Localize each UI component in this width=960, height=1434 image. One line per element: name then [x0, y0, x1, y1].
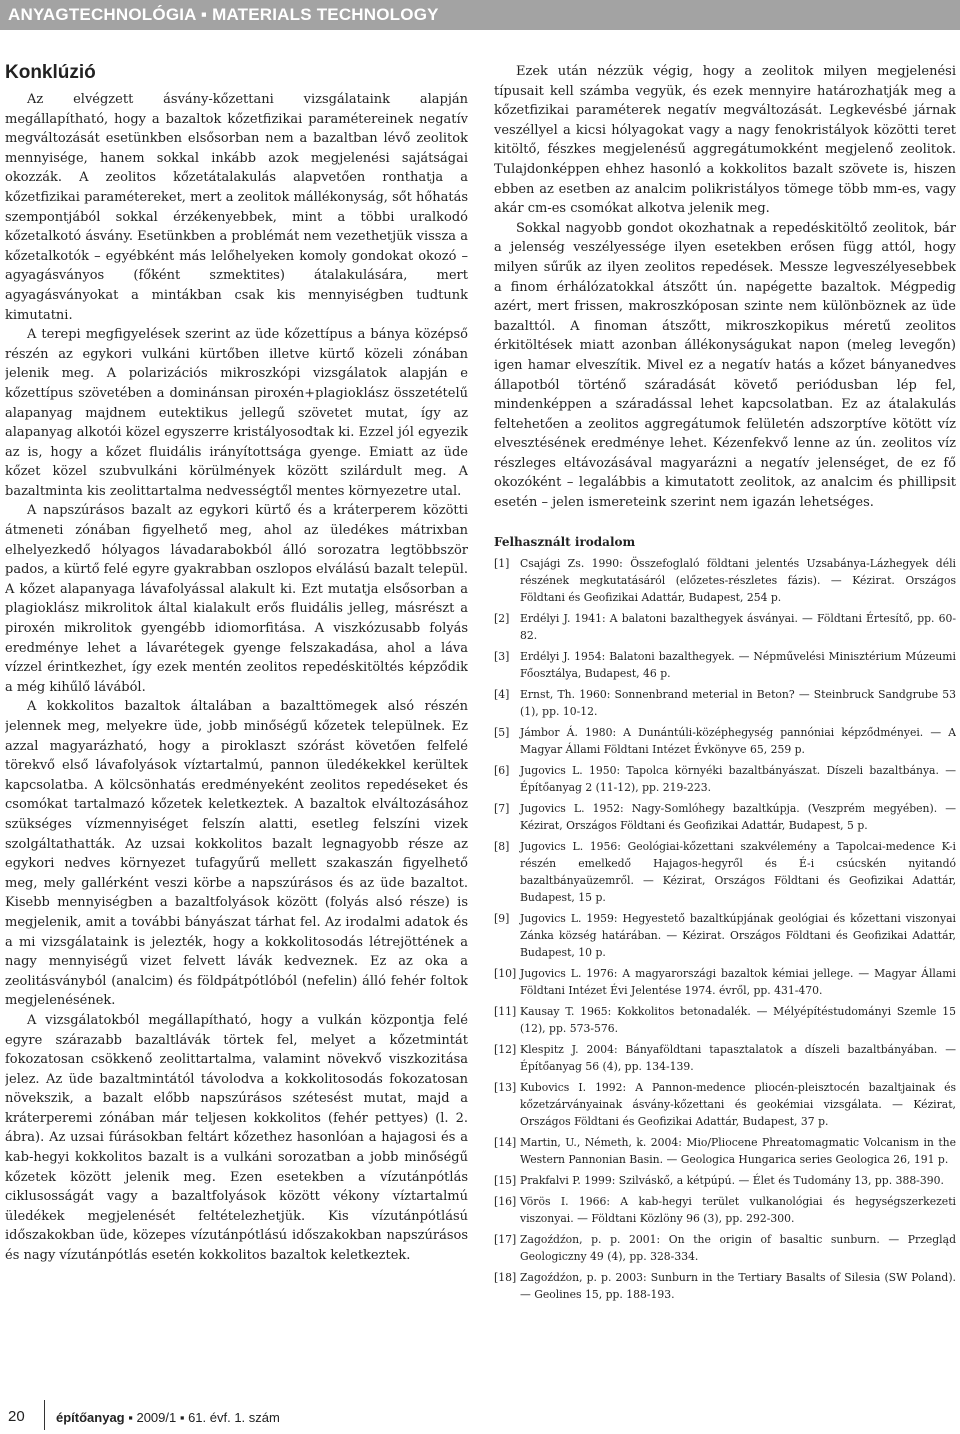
reference-item — [494, 762, 956, 796]
reference-text: Prakfalvi P. 1999: Szilváskő, a kétpúpú. — Élet és Tudomány 13, pp. 388-390. — [520, 1173, 944, 1187]
reference-number: [15] — [494, 1173, 517, 1187]
reference-number: [11] — [494, 1004, 517, 1018]
reference-number: [1] — [494, 556, 510, 570]
reference-number: [12] — [494, 1042, 517, 1056]
reference-text: Jugovics L. 1950: Tapolca környéki bazaltbányászat. Díszeli bazaltbánya. — Építőanyag 2 (11-12), pp. 219-223. — [520, 763, 956, 794]
reference-number: [9] — [494, 911, 510, 925]
reference-text: Zagoźdźon, p. p. 2003: Sunburn in the Tertiary Basalts of Silesia (SW Poland). — Geolines 15, pp. 188-193. — [520, 1270, 956, 1301]
reference-item — [494, 610, 956, 644]
paragraph: Az elvégzett ásvány-kőzettani vizsgálataink alapján megállapítható, hogy a bazaltok kőzetfizikai paramétereinek negatív megváltozását esetünkben elsősorban nem a bazaltban lévő zeolitok mennyisége, hanem sokkal inkább azok megjelenési sajátságai okozzák. A zeolitos kőzetátalakulás alapvetően ronthatja a kőzetfizikai paramétereket, mert a zeolitok mállékonyság, sőt hőhatás szempontjából sokkal érzékenyebbek, mint a többi uralkodó kőzetalkotó ásvány. Esetünkben a problémát nem vezethetjük vissza a kőzetalkotók – egyébként más lelőhelyeken komoly gondokat okozó – agyagásványos (főként szmektites) átalakulására, mert agyagásványokat a mintákban csak kis mennyiségben tudtunk kimutatni. — [5, 92, 468, 323]
header-bar — [0, 0, 960, 30]
paragraph: A vizsgálatokból megállapítható, hogy a vulkán központja felé egyre szárazabb bazaltlávák törtek fel, melyet a kőzetmintát fokozatosan csökkenő zeolittartalma, valamint növekvő viszkozitása jelez. Az üde bazaltmintától távolodva a kokkolitosodás fokozatosan növekszik, a bazalt előbb napszúrásos szétesést mutat, majd a kráterperemi zónában már teljesen kokkolitos (fehér pettyes) (l. 2. ábra). Az uzsai fúrásokban feltárt kőzethez hasonlóan a hajagosi és a kab-hegyi kokkolitos bazalt is a vulkáni sorozatban a jobb minőségű kőzetek között jelenik meg. Ezen esetekben a vízutánpótlás ciklusosságát vagy a bazaltfolyások között vékony víztartalmú üledékek megjelenését feltételezhetjük. Kis vízutánpótlású időszakokban üde, közepes vízutánpótlású időszakokban napszúrásos és nagy vízutánpótlás esetén kokkolitos bazaltok keletkeztek. — [5, 1012, 468, 1264]
reference-item — [494, 1231, 956, 1265]
paragraph: A napszúrásos bazalt az egykori kürtő és a kráterperem közötti átmeneti zónában figyelhető meg, ahol az üledékes mátrixban elhelyezkedő hólyagos lávadarabokból álló sorozatra legtöbbször pados, a kürtő felé egyre gyakrabban oszlopos elválású bazalt települ. A kőzet alapanyaga lávafolyással alakult ki. Ezt mutatja elsősorban a plagioklász mikrolitok által kialakult erős fluidális jelleg, másrészt a piroxén mikrolitok gyengébb idiomorfitása. A viszkózusabb folyás eredménye lehet a lávarétegek gyenge felszakadása, ahol a láva vízzel érintkezhet, így ezek mentén zeolitos repedéskitöltés képződik a még kihűlő lávából. — [5, 503, 468, 695]
reference-item — [494, 1003, 956, 1037]
reference-number: [2] — [494, 611, 510, 625]
reference-text: Jámbor Á. 1980: A Dunántúli-középhegység pannóniai képződményei. — A Magyar Állami Földtani Intézet Évkönyve 65, 259 p. — [520, 725, 956, 756]
reference-text: Martin, U., Németh, k. 2004: Mio/Pliocene Phreatomagmatic Volcanism in the Western Pannonian Basin. — Geologica Hungarica series Geologica 26, 191 p. — [520, 1135, 956, 1166]
reference-item — [494, 1269, 956, 1303]
reference-text: Jugovics L. 1956: Geológiai-kőzettani szakvélemény a Tapolcai-medence K-i részén emelkedő Hajagos-hegyről és É-i csúcskén nyitandó bazaltbányaüzemről. — Kézirat, Országos Földtani és Geofizikai Adattár, Budapest, 15 p. — [520, 839, 956, 904]
reference-list — [494, 555, 956, 1303]
reference-text: Jugovics L. 1952: Nagy-Somlóhegy bazaltkúpja. (Veszprém megyében). — Kézirat, Országos Földtani és Geofizikai Adattár, Budapest, 5 p. — [520, 801, 956, 832]
reference-number: [18] — [494, 1270, 517, 1284]
reference-text: Jugovics L. 1959: Hegyestető bazaltkúpjának geológiai és kőzettani viszonyai Zánka község határában. — Kézirat. Országos Földtani és Geofizikai Adattár, Budapest, 10 p. — [520, 911, 956, 959]
page-number: 20 — [8, 1408, 25, 1425]
reference-item — [494, 965, 956, 999]
reference-text: Zagoźdźon, p. p. 2001: On the origin of basaltic sunburn. — Przegląd Geologiczny 49 (4), pp. 328-334. — [520, 1232, 956, 1263]
reference-text: Ernst, Th. 1960: Sonnenbrand meterial in Beton? — Steinbruck Sandgrube 53 (1), pp. 10-12. — [520, 687, 956, 718]
reference-number: [10] — [494, 966, 517, 980]
reference-item — [494, 838, 956, 906]
reference-number: [6] — [494, 763, 510, 777]
reference-item — [494, 910, 956, 961]
reference-item — [494, 686, 956, 720]
reference-text: Kausay T. 1965: Kokkolitos betonadalék. — Mélyépítéstudományi Szemle 15 (12), pp. 573-576. — [520, 1004, 956, 1035]
reference-item — [494, 1172, 956, 1189]
journal-name: építőanyag — [56, 1410, 125, 1425]
reference-number: [17] — [494, 1232, 517, 1246]
reference-item — [494, 648, 956, 682]
reference-item — [494, 724, 956, 758]
paragraph: A terepi megfigyelések szerint az üde kőzettípus a bánya középső részén az egykori vulkáni kürtőben illetve kürtő közeli zónában jelenik meg. A polarizációs mikroszkópi vizsgálatok alapján e kőzettípus szövetében a dominánsan piroxén+plagioklász összetételű alapanyag majdnem eutektikus jellegű szövetet mutat, így az alapanyag alkotói közel egyszerre kristályosodtak ki. Ezzel jól egyezik az is, hogy a kőzet fluidális irányítottsága gyenge. Emiatt az üde kőzet közel szubvulkáni körülmények között szilárdult meg. A bazaltminta kis zeolittartalma nedvességtől mentes környezetre utal. — [5, 327, 468, 499]
reference-item — [494, 1134, 956, 1168]
reference-text: Erdélyi J. 1954: Balatoni bazalthegyek. — Népművelési Minisztérium Múzeumi Főosztálya, Budapest, 46 p. — [520, 649, 956, 680]
reference-text: Klespitz J. 2004: Bányaföldtani tapasztalatok a díszeli bazaltbányában. — Építőanyag 56 (4), pp. 134-139. — [520, 1042, 956, 1073]
reference-text: Vörös I. 1966: A kab-hegyi terület vulkanológiai és hegységszerkezeti viszonyai. — Földtani Közlöny 96 (3), pp. 292-300. — [520, 1194, 956, 1225]
reference-item — [494, 1193, 956, 1227]
paragraph: A kokkolitos bazaltok általában a bazalttömegek alsó részén jelennek meg, melyekre üde, jobb minőségű kőzetek települnek. Ez azzal magyarázható, hogy a piroklaszt szórást követően felfelé törekvő első lávafolyások víztartalmú, pannon üledékekkel kerültek kapcsolatba. A kölcsönhatás eredményeként zeolitos repedéseket és csomókat tartalmazó kőzetek keletkeztek. A bazaltok elváltozásához szükséges vízmennyiséget felszín alatti, esetleg felszíni vizek szolgáltathatták. Az uzsai kokkolitos bazalt legnagyobb része az egykori nedves környezet tufagyűrű mellett szakaszán figyelhető meg, mely gallérként veszi körbe a napszúrásos és az üde bazaltot. Kisebb mennyiségben a bazaltfolyások között (folyás alsó része) is megjelenik, amit a további bányászat tárhat fel. Az irodalmi adatok és a mi vizsgálataink is jelezték, hogy a kokkolitosodás létrejöttének a nagy mennyiségű vizet felvett lávák kedveznek. Ez az oka a zeolitásványból (analcim) és földpátpótlóból (nefelin) álló fehér foltok megjelenésének. — [5, 699, 468, 1009]
reference-text: Csajági Zs. 1990: Összefoglaló földtani jelentés Uzsabánya-Lázhegyek déli részének megkutatásáról (előzetes-részletes fázis). — Kézirat. Országos Földtani és Geofizikai Adattár, Budapest, 254 p. — [520, 556, 956, 604]
reference-number: [5] — [494, 725, 510, 739]
reference-text: Jugovics L. 1976: A magyarországi bazaltok kémiai jellege. — Magyar Állami Földtani Intézet Évi Jelentése 1974. évről, pp. 431-470. — [520, 966, 956, 997]
footer-divider — [44, 1400, 45, 1430]
reference-item — [494, 1079, 956, 1130]
reference-item — [494, 1041, 956, 1075]
reference-item — [494, 800, 956, 834]
left-column — [5, 62, 468, 1362]
journal-issue: ▪ 2009/1 ▪ 61. évf. 1. szám — [128, 1410, 280, 1425]
paragraph: Ezek után nézzük végig, hogy a zeolitok milyen megjelenési típusait kell számba vegyük, és ezek mennyire határozhatják meg a kőzetfizikai paraméterek negatív megváltozását. Legkevésbé járnak veszéllyel a kicsi hólyagokat vagy a nagy fenokristályok közötti teret kitöltő, fészkes megjelenésű aggregátumokként megjelenő zeolitok. Tulajdonképpen ehhez hasonló a kokkolitos bazalt szövete is, hiszen ebben az esetben az analcim polikristályos tömege több mm-es, vagy akár cm-es csomókat alkotva jelenik meg. — [494, 64, 956, 217]
reference-number: [3] — [494, 649, 510, 663]
paragraph: Sokkal nagyobb gondot okozhatnak a repedéskitöltő zeolitok, bár a jelenség veszélyessége ilyen esetekben erősen függ attól, hogy milyen sűrűk az ilyen zeolitos repedések. Messze legveszélyesebbek a finom érhálózatokkal átszőtt ún. napégette bazaltok. Mégpedig azért, mert frissen, makroszkóposan szinte nem különböznek az üde bazalttól. A finoman átszőtt, mikroszkopikus méretű zeolitos érkitöltések miatt azonban állékonyságukat napon (meleg levegőn) igen hamar elveszítik. Mivel ez a negatív hatás a kőzet bányanedves állapotból történő száradását követő periódusban lép fel, mindenképpen a száradással lehet kapcsolatban. Ez az átalakulás feltehetően a zeolitos aggregátumok felületén adszorptíve kötött víz elvesztésének eredménye lehet. Kézenfekvő lenne az ún. zeolitos víz részleges eltávozásával magyarázni a negatív jelenséget, de ez fő okozóként – legalábbis a kimutatott zeolitok, az analcim és phillipsit esetén – jelen ismereteink szerint nem igazán lehetséges. — [494, 220, 956, 511]
right-column — [494, 62, 956, 1362]
reference-number: [16] — [494, 1194, 517, 1208]
reference-item — [494, 555, 956, 606]
reference-number: [7] — [494, 801, 510, 815]
footer-journal — [56, 1410, 280, 1425]
reference-number: [8] — [494, 839, 510, 853]
reference-number: [13] — [494, 1080, 517, 1094]
references-title: Felhasznált irodalom — [494, 534, 636, 549]
reference-number: [14] — [494, 1135, 517, 1149]
header-title: ANYAGTECHNOLÓGIA ▪ MATERIALS TECHNOLOGY — [8, 5, 439, 24]
reference-text: Kubovics I. 1992: A Pannon-medence pliocén-pleisztocén bazaltjainak és kőzetzárványainak ásvány-kőzettani és geokémiai vizsgálata. — Kézirat, Országos Földtani és Geofizikai Adattár, Budapest, 37 p. — [520, 1080, 956, 1128]
reference-text: Erdélyi J. 1941: A balatoni bazalthegyek ásványai. — Földtani Értesítő, pp. 60-82. — [520, 611, 956, 642]
section-title: Konklúzió — [5, 62, 96, 83]
reference-number: [4] — [494, 687, 510, 701]
